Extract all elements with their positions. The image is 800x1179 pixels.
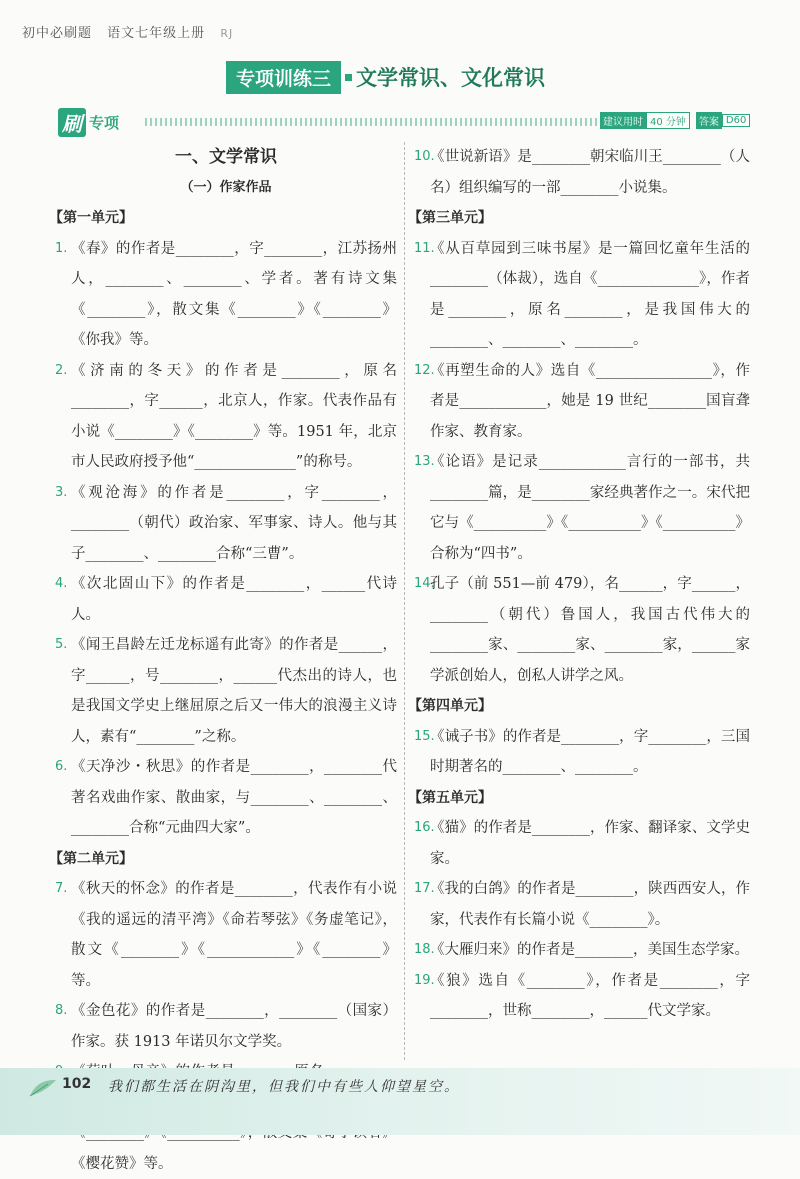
question-text: 《观沧海》的作者是________，字________，________（朝代）政治家、军事家、诗人。他与其子________、________合称“三曹”。 <box>71 484 397 562</box>
question-number: 19. <box>414 972 435 988</box>
question-item <box>55 569 397 630</box>
question-number: 8. <box>55 1003 68 1018</box>
question-text: 《金色花》的作者是________，________（国家）作家。获 1913 年诺贝尔文学奖。 <box>71 1003 397 1050</box>
question-text: 《次北固山下》的作者是________，______代诗人。 <box>71 576 397 623</box>
question-item <box>414 966 750 1027</box>
question-text: 《秋天的怀念》的作者是________，代表作有小说《我的遥远的清平湾》《命若琴弦》《务虚笔记》，散文《________》《____________》《________》等。 <box>71 881 397 989</box>
subsection-heading: （一）作家作品 <box>180 179 272 195</box>
question-number: 17. <box>414 881 435 896</box>
question-number: 3. <box>55 484 68 500</box>
right-column <box>408 142 750 1027</box>
question-item <box>55 356 397 478</box>
question-text: 《世说新语》是________朝宋临川王________（人名）组织编写的一部________小说集。 <box>430 149 750 196</box>
left-column <box>49 142 397 1179</box>
question-number: 4. <box>55 576 68 591</box>
time-value: 40 分钟 <box>646 112 690 129</box>
question-text: 《大雁归来》的作者是________，美国生态学家。 <box>430 942 749 958</box>
question-text: 《济南的冬天》的作者是________，原名________，字______，北京人，作家。代表作品有小说《________》《________》等。1951 年，北京市人民政府授予他“______________”的称号。 <box>71 362 397 470</box>
question-number: 6. <box>55 759 68 774</box>
training-label: 专项训练三 <box>226 61 341 94</box>
question-number: 7. <box>55 881 68 896</box>
unit-heading: 【第五单元】 <box>408 789 492 806</box>
question-text: 《猫》的作者是________，作家、翻译家、文学史家。 <box>430 820 750 867</box>
question-item <box>55 752 397 844</box>
dotted-divider <box>145 118 600 126</box>
unit-heading: 【第三单元】 <box>408 210 492 226</box>
question-text: 《从百草园到三味书屋》是一篇回忆童年生活的________（体裁），选自《______________》，作者是________，原名________，是我国伟大的________、________、________。 <box>430 240 750 348</box>
section-title <box>226 62 545 92</box>
question-item <box>414 813 750 874</box>
question-text: 《诫子书》的作者是________，字________，三国时期著名的________、________。 <box>430 728 750 775</box>
question-number: 12. <box>414 362 435 378</box>
page-footer <box>0 1068 800 1135</box>
meta-info <box>600 112 756 129</box>
question-text: 孔子（前 551—前 479），名______，字______，________（朝代）鲁国人，我国古代伟大的________家、________家、________家，______家学派创始人，创私人讲学之风。 <box>430 576 750 684</box>
question-item <box>414 722 750 783</box>
question-text: 《我的白鸽》的作者是________，陕西西安人，作家，代表作有长篇小说《________》。 <box>430 881 750 928</box>
unit-heading: 【第二单元】 <box>49 850 133 867</box>
question-item <box>55 478 397 570</box>
question-number: 18. <box>414 942 435 957</box>
brand-tag <box>58 108 119 137</box>
answer-page: D60 <box>722 114 750 127</box>
brand-char: 刷 <box>58 108 86 137</box>
question-number: 5. <box>55 637 68 652</box>
question-item <box>55 234 397 356</box>
question-item <box>414 935 750 966</box>
training-topic: 文学常识、文化常识 <box>356 66 546 90</box>
book-series: 初中必刷题 <box>22 26 93 41</box>
question-number: 10. <box>414 149 435 164</box>
section-heading: 一、文学常识 <box>175 147 277 167</box>
question-number: 2. <box>55 362 68 378</box>
column-divider <box>404 142 405 1060</box>
unit-heading: 【第一单元】 <box>49 210 133 226</box>
question-item <box>55 996 397 1057</box>
question-item <box>414 569 750 691</box>
question-text: 《狼》选自《________》，作者是________，字________，世称________，______代文学家。 <box>430 972 750 1019</box>
question-item <box>414 356 750 448</box>
unit-heading: 【第四单元】 <box>408 698 492 714</box>
book-edition: RJ <box>220 27 234 40</box>
question-text: 《再塑生命的人》选自《________________》，作者是____________，她是 19 世纪________国盲聋作家、教育家。 <box>430 362 750 440</box>
brand-text: 专项 <box>89 114 120 132</box>
question-number: 14. <box>414 576 435 591</box>
page-number: 102 <box>62 1076 92 1092</box>
question-item <box>55 630 397 752</box>
question-number: 16. <box>414 820 435 835</box>
question-item <box>414 142 750 203</box>
leaf-icon <box>28 1078 58 1098</box>
page-header <box>22 22 243 41</box>
question-text: 《闻王昌龄左迁龙标遥有此寄》的作者是______，字______，号________，______代杰出的诗人，也是我国文学史上继屈原之后又一伟大的浪漫主义诗人，素有“________”之称。 <box>71 637 397 745</box>
question-number: 1. <box>55 240 68 256</box>
question-number: 11. <box>414 240 435 256</box>
question-item <box>55 874 397 996</box>
question-item <box>414 874 750 935</box>
answer-label: 答案 <box>696 112 722 129</box>
question-item <box>414 234 750 356</box>
title-dot <box>345 74 352 81</box>
question-text: 《春》的作者是________，字________，江苏扬州人，________、________、学者。著有诗文集《________》，散文集《________》《________》《你我》等。 <box>71 240 397 348</box>
time-label: 建议用时 <box>600 112 646 129</box>
book-subject: 语文七年级上册 <box>107 26 206 41</box>
question-number: 15. <box>414 728 435 744</box>
footer-motto: 我们都生活在阴沟里，但我们中有些人仰望星空。 <box>108 1079 460 1095</box>
question-text: 《天净沙・秋思》的作者是________，________代著名戏曲作家、散曲家，与________、________、________合称“元曲四大家”。 <box>71 759 397 836</box>
question-text: 《樱花赞》等。 <box>71 1155 173 1172</box>
question-number: 13. <box>414 454 435 469</box>
question-item <box>414 447 750 569</box>
question-text: 《论语》是记录____________言行的一部书，共________篇，是________家经典著作之一。宋代把它与《__________》《__________》《__________》合称为“四书”。 <box>430 454 750 562</box>
